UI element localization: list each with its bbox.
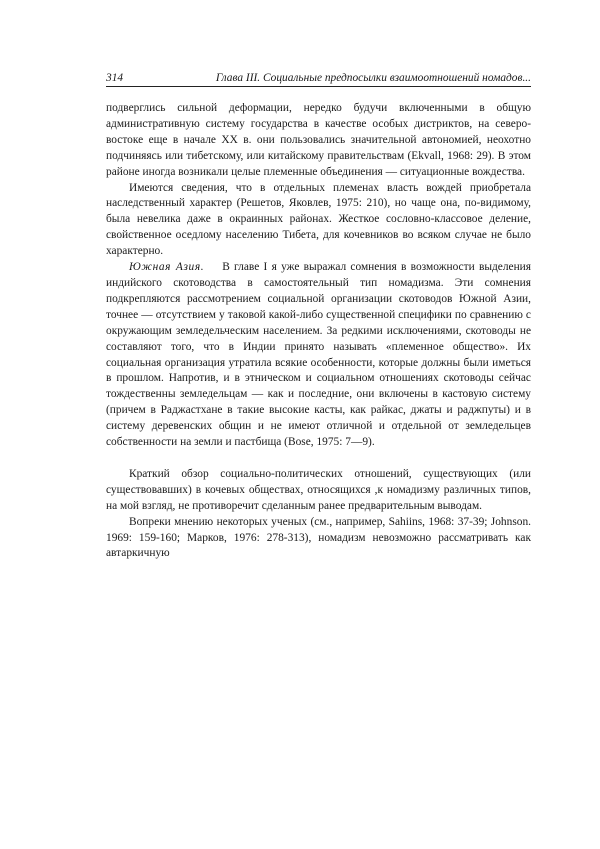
paragraph-summary: Краткий обзор социально-политических отношений, существующих (или существовавших) в кочевых обществах, относящихся ,к номадизму различных типов, на мой взгляд, не противоречит сделанным ранее предварительным выводам.: [106, 467, 531, 512]
running-head: Глава III. Социальные предпосылки взаимоотношений номадов...: [215, 72, 531, 84]
page-header: [106, 71, 531, 87]
header-rule: [106, 86, 531, 87]
body-text: [106, 101, 531, 562]
paragraph-autarky: Вопреки мнению некоторых ученых (см., например, Sahiins, 1968: 37-39; Johnson. 1969: 159-160; Марков, 1976: 278-313), номадизм невозможно рассматривать как автаркичную: [106, 515, 531, 560]
paragraph-south-asia: [106, 260, 531, 451]
paragraph-continuation: подверглись сильной деформации, нередко будучи включенными в общую административную систему государства в качестве особых дистриктов, на северо-востоке еще в начале XX в. они пользовались значительной автономией, неохотно подчиняясь или тибетскому, или китайскому правительствам (Ekvall, 1968: 29). В этом районе иногда возникали целые племенные объединения — ситуационные вождества.: [106, 102, 531, 178]
paragraph-south-asia-text: В главе I я уже выражал сомнения в возможности выделения индийского скотоводства в самостоятельный тип номадизма. Эти сомнения подкрепляются рассмотрением социальной организации скотоводов Южной Азии, точнее — отсутствием у таковой какой-либо существенной специфики по сравнению с окружающим земледельческим населением. За редкими исключениями, скотоводы не составляют того, что в Индии принято называть «племенное общество». Их социальная организация утратила всякие особенности, которые должны были иметься в прошлом. Напротив, и в этническом и социальном отношениях скотоводы сейчас тождественны земледельцам — как и последние, они включены в кастовую систему (причем в Раджастхане в такие высокие касты, как райкас, джаты и раджпуты) и в систему деревенских общин и не имеют отличной и отдельной от земледельцев собственности на земли и пастбища (Bose, 1975: 7—9).: [106, 261, 531, 449]
section-heading-south-asia: Южная Азия.: [129, 261, 205, 274]
paragraph-hereditary-power: Имеются сведения, что в отдельных племенах власть вождей приобретала наследственный характер (Решетов, Яковлев, 1975: 210), но чаще она, по-видимому, была невелика даже в окраинных районах. Жесткое сословно-классовое деление, свойственное оседлому населению Тибета, для кочевников во всяком случае не было характерно.: [106, 181, 531, 258]
page-number: 314: [106, 72, 124, 84]
